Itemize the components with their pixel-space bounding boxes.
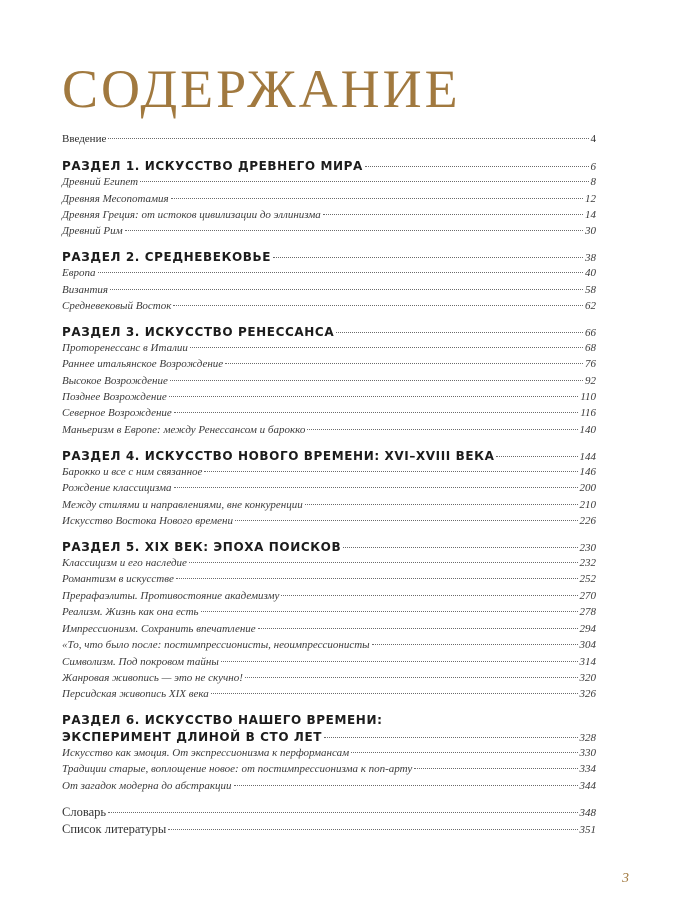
leader-dots <box>414 768 577 769</box>
toc-entry[interactable] <box>62 209 596 221</box>
section-heading-4[interactable] <box>62 449 596 463</box>
toc-entry-title: Древняя Греция: от истоков цивилизации до эллинизма <box>62 209 321 221</box>
leader-dots <box>307 429 577 430</box>
toc-entry-title: Символизм. Под покровом тайны <box>62 656 219 668</box>
leader-dots <box>171 198 583 199</box>
page-title: СОДЕРЖАНИЕ <box>62 59 461 119</box>
section-title: РАЗДЕЛ 1. ИСКУССТВО ДРЕВНЕГО МИРА <box>62 159 363 173</box>
leader-dots <box>211 693 578 694</box>
toc-entry-title: Высокое Возрождение <box>62 375 168 387</box>
leader-dots <box>169 396 579 397</box>
toc-entry-page: 12 <box>585 193 596 205</box>
leader-dots <box>234 785 578 786</box>
toc-entry[interactable] <box>62 358 596 370</box>
page-number: 3 <box>622 871 629 886</box>
leader-dots <box>225 363 583 364</box>
toc-entry-page: 270 <box>579 590 596 602</box>
leader-dots <box>125 230 583 231</box>
toc-entry-title: Маньеризм в Европе: между Ренессансом и барокко <box>62 424 306 436</box>
leader-dots <box>245 677 578 678</box>
toc-entry-title: Реализм. Жизнь как она есть <box>62 606 199 618</box>
toc-entry[interactable] <box>62 466 596 478</box>
toc-entry-page: 314 <box>579 656 596 668</box>
toc-entry-title: Барокко и все с ним связанное <box>62 466 203 478</box>
section-page: 328 <box>579 732 596 744</box>
section-title: РАЗДЕЛ 4. ИСКУССТВО НОВОГО ВРЕМЕНИ: XVI–XVIII ВЕКА <box>62 449 495 463</box>
toc-entry-page: 68 <box>585 342 596 354</box>
leader-dots <box>336 332 583 333</box>
toc-entry[interactable] <box>62 623 596 635</box>
toc-entry[interactable] <box>62 300 596 312</box>
leader-dots <box>324 737 577 738</box>
toc-entry[interactable] <box>62 672 596 684</box>
leader-dots <box>174 412 579 413</box>
toc-entry-title: Между стилями и направлениями, вне конкуренции <box>62 499 303 511</box>
toc-entry-intro[interactable] <box>62 133 596 145</box>
toc-entry-title: Классицизм и его наследие <box>62 557 187 569</box>
leader-dots <box>372 644 578 645</box>
toc-entry-title: Средневековый Восток <box>62 300 172 312</box>
toc-entry-page: 348 <box>579 807 596 819</box>
toc-entry-title: Древний Египет <box>62 176 139 188</box>
toc-entry-page: 344 <box>579 780 596 792</box>
toc-entry[interactable] <box>62 424 596 436</box>
toc-entry-page: 76 <box>585 358 596 370</box>
section-title: РАЗДЕЛ 2. СРЕДНЕВЕКОВЬЕ <box>62 250 272 264</box>
section-heading-2[interactable] <box>62 250 596 264</box>
toc-entry[interactable] <box>62 763 596 775</box>
leader-dots <box>108 138 588 139</box>
leader-dots <box>201 611 578 612</box>
toc-entry-title: Традиции старые, воплощение новое: от постимпрессионизма к поп-арту <box>62 763 413 775</box>
toc-entry-page: 14 <box>585 209 596 221</box>
toc-entry-page: 40 <box>585 267 596 279</box>
section-page: 144 <box>579 451 596 463</box>
section-page: 66 <box>585 327 596 339</box>
toc-entry-page: 92 <box>585 375 596 387</box>
toc-entry[interactable] <box>62 391 596 403</box>
leader-dots <box>98 272 584 273</box>
toc-entry-page: 62 <box>585 300 596 312</box>
leader-dots <box>496 456 577 457</box>
leader-dots <box>343 547 577 548</box>
toc-entry[interactable] <box>62 375 596 387</box>
toc-entry[interactable] <box>62 193 596 205</box>
toc-entry-page: 110 <box>580 391 596 403</box>
section-title: РАЗДЕЛ 5. XIX ВЕК: ЭПОХА ПОИСКОВ <box>62 540 342 554</box>
toc-entry-page: 330 <box>579 747 596 759</box>
leader-dots <box>204 471 577 472</box>
section-page: 230 <box>579 542 596 554</box>
toc-entry-title: Романтизм в искусстве <box>62 573 174 585</box>
toc-entry-page: 30 <box>585 225 596 237</box>
toc-entry-page: 210 <box>579 499 596 511</box>
toc-entry-page: 320 <box>579 672 596 684</box>
leader-dots <box>190 347 583 348</box>
toc-entry-title: Рождение классицизма <box>62 482 172 494</box>
toc-entry-title: Позднее Возрождение <box>62 391 167 403</box>
toc-entry[interactable] <box>62 515 596 527</box>
toc-entry-title: Прерафаэлиты. Противостояние академизму <box>62 590 280 602</box>
section-heading-6-line1[interactable]: РАЗДЕЛ 6. ИСКУССТВО НАШЕГО ВРЕМЕНИ: <box>62 713 383 727</box>
toc-entry[interactable] <box>62 499 596 511</box>
toc-entry[interactable] <box>62 482 596 494</box>
leader-dots <box>365 166 589 167</box>
leader-dots <box>140 181 588 182</box>
toc-entry[interactable] <box>62 639 596 651</box>
toc-entry-bibliography[interactable] <box>62 822 596 837</box>
toc-entry-page: 140 <box>579 424 596 436</box>
leader-dots <box>323 214 583 215</box>
toc-entry[interactable] <box>62 267 596 279</box>
toc-entry-title: Византия <box>62 284 109 296</box>
toc-entry-title: Искусство Востока Нового времени <box>62 515 233 527</box>
toc-entry-page: 4 <box>590 133 596 145</box>
toc-entry-page: 351 <box>579 824 596 836</box>
leader-dots <box>281 595 577 596</box>
toc-entry-page: 278 <box>579 606 596 618</box>
toc-entry-page: 304 <box>579 639 596 651</box>
leader-dots <box>168 829 577 830</box>
toc-entry[interactable] <box>62 590 596 602</box>
toc-entry-page: 326 <box>579 688 596 700</box>
toc-entry-page: 116 <box>580 407 596 419</box>
toc-entry-title: Древняя Месопотамия <box>62 193 169 205</box>
toc-entry-title: Проторенессанс в Италии <box>62 342 188 354</box>
section-heading-5[interactable] <box>62 540 596 554</box>
toc-entry[interactable] <box>62 747 596 759</box>
toc-entry[interactable] <box>62 780 596 792</box>
leader-dots <box>189 562 578 563</box>
toc-entry[interactable] <box>62 656 596 668</box>
toc-entry-title: Раннее итальянское Возрождение <box>62 358 224 370</box>
toc-entry-title: Словарь <box>62 805 107 819</box>
toc-entry-page: 226 <box>579 515 596 527</box>
leader-dots <box>273 257 583 258</box>
toc-entry[interactable] <box>62 225 596 237</box>
toc-entry-title: Персидская живопись XIX века <box>62 688 209 700</box>
leader-dots <box>221 661 578 662</box>
section-page: 6 <box>590 161 596 173</box>
leader-dots <box>110 289 583 290</box>
section-heading-6[interactable] <box>62 730 596 744</box>
toc-entry-page: 334 <box>579 763 596 775</box>
leader-dots <box>305 504 578 505</box>
toc-entry-title: Древний Рим <box>62 225 123 237</box>
toc-entry[interactable] <box>62 284 596 296</box>
toc-entry-title: Северное Возрождение <box>62 407 172 419</box>
section-title: РАЗДЕЛ 3. ИСКУССТВО РЕНЕССАНСА <box>62 325 335 339</box>
leader-dots <box>258 628 578 629</box>
section-heading-3[interactable] <box>62 325 596 339</box>
toc-entry[interactable] <box>62 557 596 569</box>
toc-entry[interactable] <box>62 407 596 419</box>
toc-entry[interactable] <box>62 606 596 618</box>
toc-entry-title: Жанровая живопись — это не скучно! <box>62 672 243 684</box>
toc-entry-page: 294 <box>579 623 596 635</box>
toc-entry[interactable] <box>62 688 596 700</box>
leader-dots <box>176 578 578 579</box>
leader-dots <box>235 520 578 521</box>
toc-entry-page: 232 <box>579 557 596 569</box>
toc-entry-page: 252 <box>579 573 596 585</box>
toc-entry[interactable] <box>62 176 596 188</box>
toc-entry-title: Введение <box>62 133 107 145</box>
toc-entry-title: Европа <box>62 267 96 279</box>
toc-entry-title: Искусство как эмоция. От экспрессионизма к перформансам <box>62 747 350 759</box>
toc-entry-title: Импрессионизм. Сохранить впечатление <box>62 623 256 635</box>
toc-entry-page: 8 <box>590 176 596 188</box>
section-heading-1[interactable] <box>62 159 596 173</box>
leader-dots <box>170 380 583 381</box>
toc-entry-page: 58 <box>585 284 596 296</box>
toc-entry[interactable] <box>62 342 596 354</box>
section-title: ЭКСПЕРИМЕНТ ДЛИНОЙ В СТО ЛЕТ <box>62 730 323 744</box>
leader-dots <box>174 487 578 488</box>
toc-entry-page: 200 <box>579 482 596 494</box>
toc-entry-title: «То, что было после: постимпрессионисты, неоимпрессионисты <box>62 639 370 651</box>
toc-entry-title: От загадок модерна до абстракции <box>62 780 232 792</box>
leader-dots <box>173 305 583 306</box>
leader-dots <box>108 812 577 813</box>
section-page: 38 <box>585 252 596 264</box>
toc-entry-title: Список литературы <box>62 822 167 836</box>
toc-entry-page: 146 <box>579 466 596 478</box>
toc-entry-glossary[interactable] <box>62 805 596 820</box>
toc-entry[interactable] <box>62 573 596 585</box>
leader-dots <box>351 752 577 753</box>
